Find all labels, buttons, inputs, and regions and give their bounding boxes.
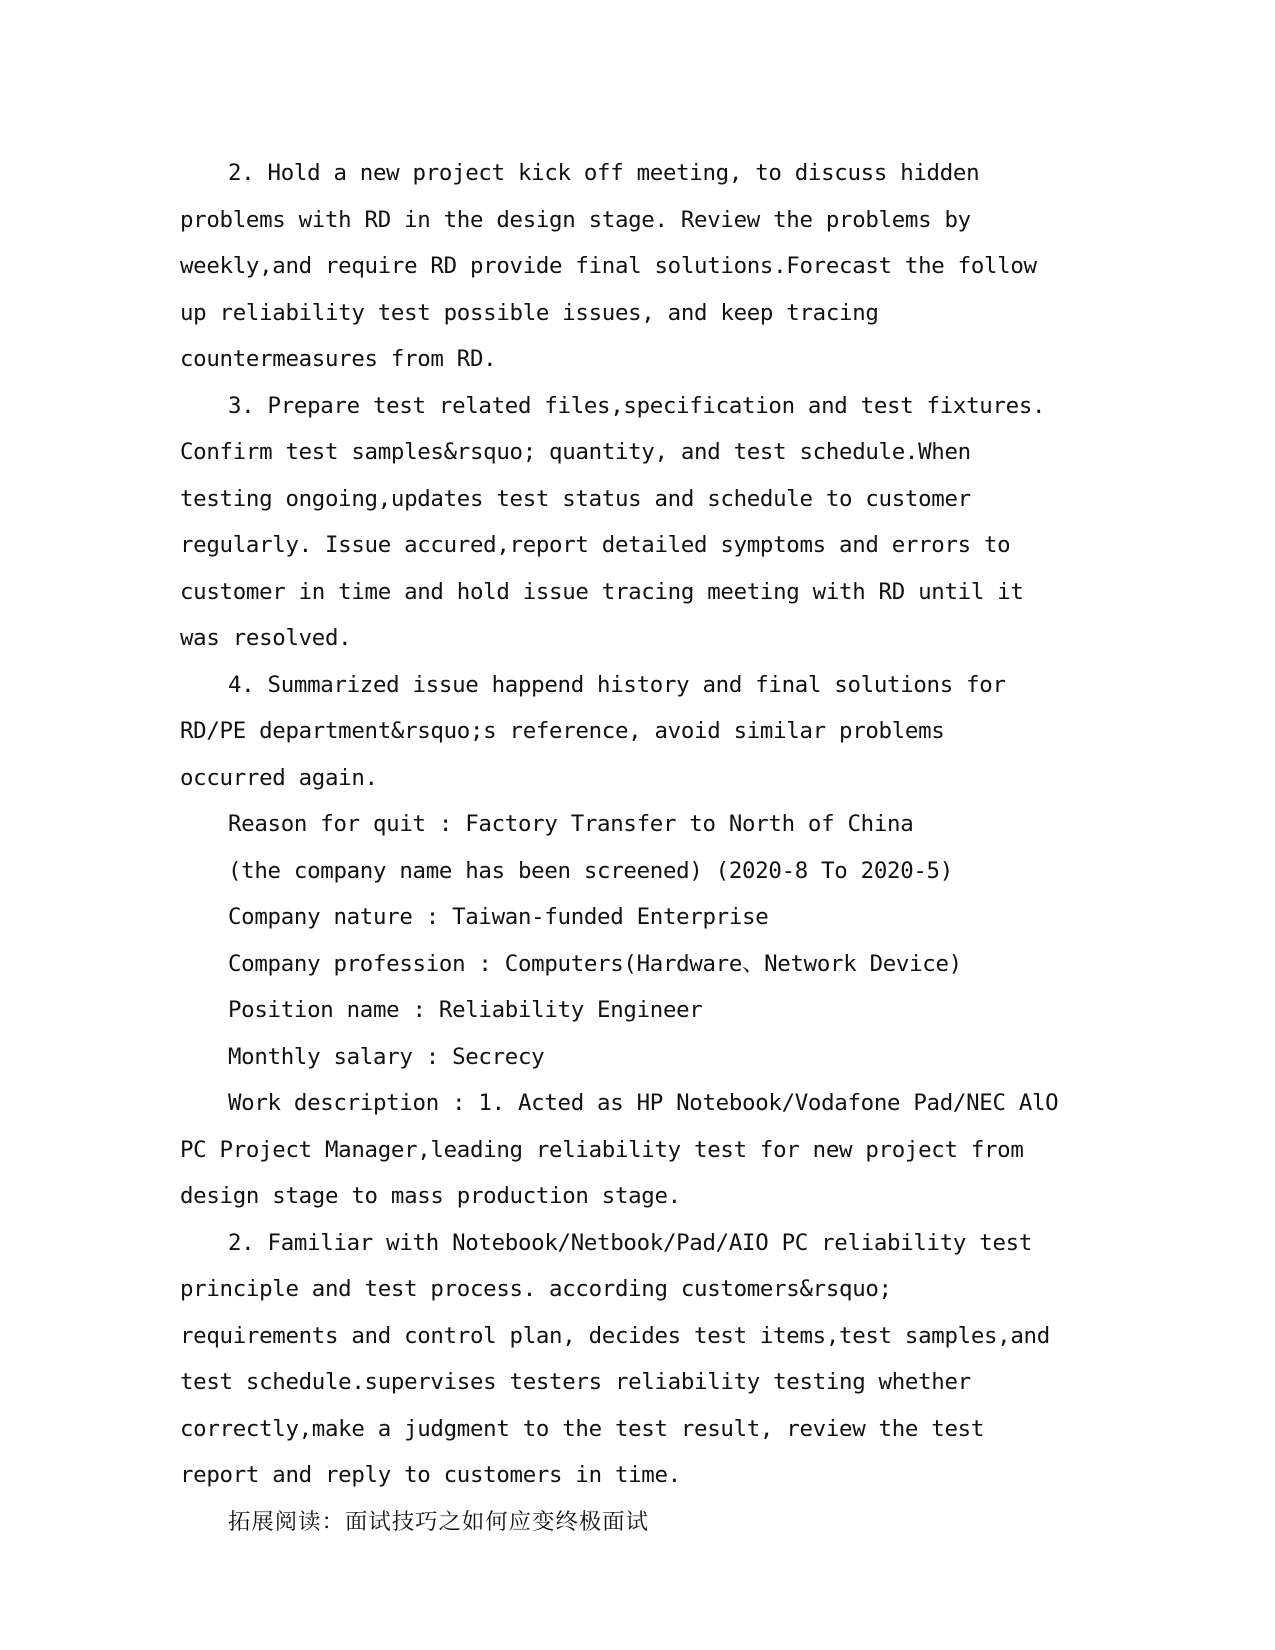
work-description: Work description : 1. Acted as HP Notebook/Vodafone Pad/NEC AlO PC Project Manager,leading reliability test for new project from design stage to mass production stage. [180, 1090, 1059, 1209]
paragraph-test-preparation: 3. Prepare test related files,specification and test fixtures. Confirm test samples&rsquo; quantity, and test schedule.When testing ongoing,updates test status and schedule to customer regularly. Issue accured,report detailed symptoms and errors to customer in time and hold issue tracing meeting with RD until it was resolved. [180, 392, 1046, 651]
document-body [180, 150, 1060, 1545]
company-period: (the company name has been screened) (2020-8 To 2020-5) [228, 857, 953, 884]
position-name: Position name : Reliability Engineer [228, 997, 703, 1023]
paragraph-reliability-familiarity: 2. Familiar with Notebook/Netbook/Pad/AIO PC reliability test principle and test process. according customers&rsquo; requirements and control plan, decides test items,test samples,and test schedule.supervises testers reliability testing whether correctly,make a judgment to the test result, review the test report and reply to customers in time. [180, 1229, 1050, 1488]
company-nature: Company nature : Taiwan-funded Enterprise [228, 904, 769, 930]
monthly-salary: Monthly salary : Secrecy [228, 1043, 545, 1070]
reason-for-quit: Reason for quit : Factory Transfer to North of China [228, 811, 914, 837]
paragraph-issue-summary: 4. Summarized issue happend history and final solutions for RD/PE department&rsquo;s reference, avoid similar problems occurred again. [180, 671, 1006, 791]
extended-reading-link: 拓展阅读：面试技巧之如何应变终极面试 [228, 1508, 650, 1535]
paragraph-kickoff-meeting: 2. Hold a new project kick off meeting, to discuss hidden problems with RD in the design stage. Review the problems by weekly,and require RD provide final solutions.Forecast the follow up reliability test possible issues, and keep tracing countermeasures from RD. [180, 160, 1037, 372]
company-profession: Company profession : Computers(Hardware、Network Device) [228, 950, 962, 977]
